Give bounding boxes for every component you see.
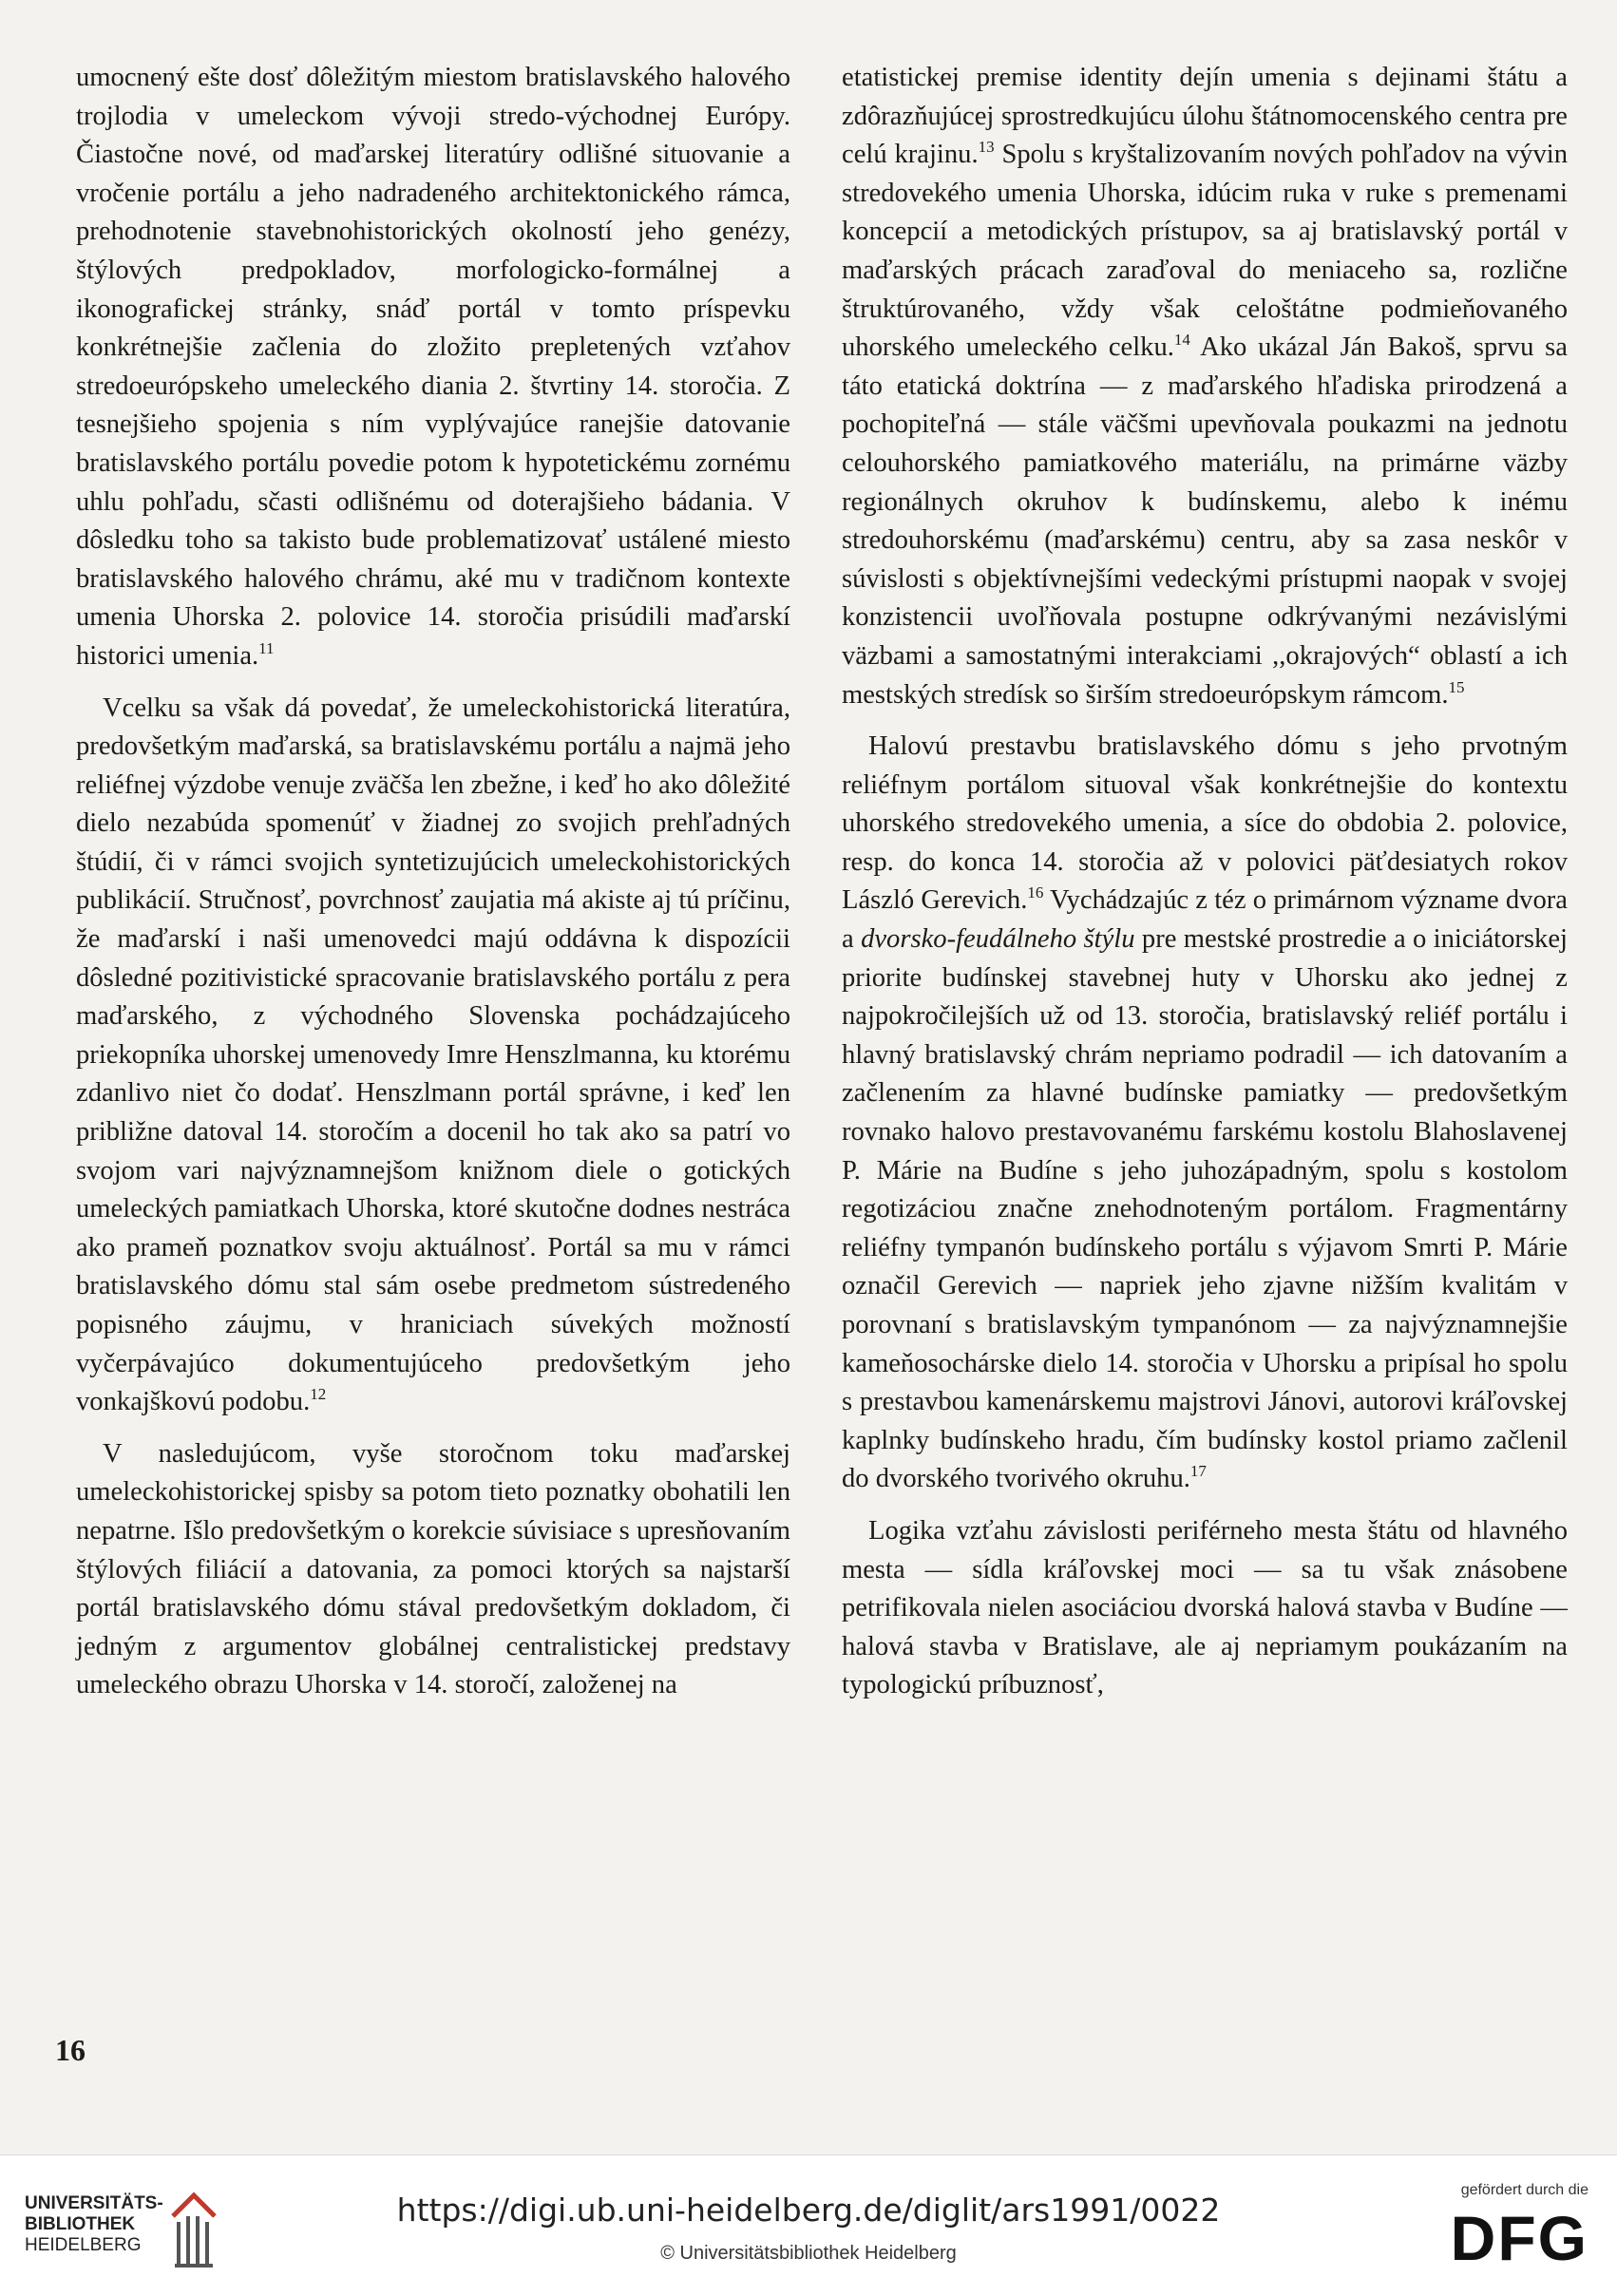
footnote-ref[interactable]: 13 [978, 138, 995, 157]
dfg-logo[interactable]: DFG [1450, 2203, 1588, 2273]
paragraph: V nasledujúcom, vyše storočnom toku maďarskej umeleckohistorickej spisby sa potom tieto poznatky obohatili len nepatrne. Išlo predovšetkým o korekcie súvisiace s upresňovaním štýlových filiácií a datovania, za pomoci ktorých sa najstarší portál bratislavského dómu stával predovšetkým dokladom, či jedným z argumentov globálnej centralistickej predstavy umeleckého obrazu Uhorska v 14. storočí, založenej na [76, 1438, 790, 1700]
footnote-ref[interactable]: 11 [258, 638, 275, 657]
paragraph: Logika vzťahu závislosti periférneho mesta štátu od hlavného mesta — sídla kráľovskej moci — sa tu však znásobene petrifikovala nielen asociáciou dvorská halová stavba v Budíne — halová stavba v Bratislave, ale aj nepriamym poukázaním na typologickú príbuznosť, [842, 1515, 1568, 1700]
dfg-funding [1427, 2182, 1588, 2271]
paragraph: Halovú prestavbu bratislavského dómu s jeho prvotným reliéfnym portálom situoval však konkrétnejšie do kontextu uhorského stredovekého umenia, a síce do obdobia 2. polovice, resp. do konca 14. storočia až v polovici päťdesiatych rokov László Gerevich.$^{16}$ Vychádzajúc z téz o primárnom význame dvora a dvorsko-feudálneho štýlu pre mestské prostredie a o iniciátorskej priorite budínskej stavebnej huty v Uhorsku ako jednej z najpokročilejších už od 13. storočia, bratislavský reliéf portálu i hlavný bratislavský chrám nepriamo podradil — ich datovaním a začlenením za hlavné budínske pamiatky — predovšetkým rovnako halovo prestavovanému farskému kostolu Blahoslavenej P. Márie na Budíne s jeho juhozápadným, spolu s kostolom regotizáciou značne znehodnoteným portálom. Fragmentárny reliéfny tympanón budínskeho portálu s výjavom Smrti P. Márie označil Gerevich — napriek jeho zjavne nižším kvalitám v porovnaní s bratislavským tympanónom — za najvýznamnejšie kameňosochárske dielo 14. storočia v Uhorsku a pripísal ho spolu s prestavbou kamenárskemu majstrovi Jánovi, autorovi kráľovskej kaplnky budínskeho hradu, čím budínsky kostol priamo začlenil do dvorského tvorivého okruhu.$^{17}$ [842, 731, 1568, 1494]
page-number: 16 [55, 2033, 86, 2067]
paragraph: Vcelku sa však dá povedať, že umeleckohistorická literatúra, predovšetkým maďarská, sa bratislavskému portálu a najmä jeho reliéfnej výzdobe venuje zväčša len zbežne, i keď ho ako dôležité dielo nezabúda spomenúť v žiadnej zo svojich prehľadných štúdií, či v rámci svojich syntetizujúcich umeleckohistorických publikácií. Stručnosť, povrchnosť zaujatia má akiste aj tú príčinu, že maďarskí i naši umenovedci majú oddávna k dispozícii dôsledné pozitivistické spracovanie bratislavského portálu z pera maďarského, z východného Slovenska pochádzajúceho priekopníka uhorskej umenovedy Imre Henszlmanna, ku ktorému zdanlivo niet čo dodať. Henszlmann portál správne, i keď len približne datoval 14. storočím a docenil ho tak ako sa patrí vo svojom vari najvýznamnejšom knižnom diele o gotických umeleckých pamiatkach Uhorska, ktoré skutočne dodnes nestráca ako prameň poznatkov svoju aktuálnosť. Portál sa mu v rámci bratislavského dómu stal sám osebe predmetom sústredeného popisného záujmu, v hraniciach súvekých možností vyčerpávajúco dokumentujúceho predovšetkým jeho vonkajškovú podobu.$^{12}$ [76, 693, 790, 1417]
footnote-ref[interactable]: 15 [1448, 677, 1465, 696]
footnote-ref[interactable]: 12 [310, 1385, 327, 1404]
italic-term: dvorsko-feudálneho štýlu [861, 924, 1135, 955]
paragraph: etatistickej premise identity dejín umenia s dejinami štátu a zdôrazňujúcej sprostredkujúcu úlohu štátnomocenského centra pre celú krajinu.$^{13}$ Spolu s kryštalizovaním nových pohľadov na vývin stredovekého umenia Uhorska, idúcim ruka v ruke s premenami koncepcií a metodických prístupov, sa aj bratislavský portál v maďarských prácach zaraďoval do meniaceho sa, rozlične štruktúrovaného, vždy však celoštátne podmieňovaného uhorského umeleckého celku.$^{14}$ Ako ukázal Ján Bakoš, sprvu sa táto etatická doktrína — z maďarského hľadiska prirodzená a pochopiteľná — stále väčšmi upevňovala poukazmi na jednotu celouhorského pamiatkového materiálu, na primárne väzby regionálnych okruhov k budínskemu, alebo k inému stredouhorskému (maďarskému) centru, aby sa zasa neskôr v súvislosti s objektívnejšími vedeckými prístupmi naopak v svojej konzistencii uvoľňovala postupne odkrývanými nezávislými väzbami a samostatnými interakciami ,,okrajových“ oblastí a ich mestských stredísk so širším stredoeurópskym rámcom.$^{15}$ [842, 63, 1568, 710]
footnote-ref[interactable]: 17 [1189, 1462, 1207, 1481]
library-name-line: UNIVERSITÄTS- [25, 2193, 163, 2213]
funding-note: gefördert durch die [1460, 2182, 1588, 2198]
library-name-line: HEIDELBERG [25, 2235, 142, 2255]
footnote-ref[interactable]: 16 [1027, 883, 1044, 902]
footnote-ref[interactable]: 14 [1173, 331, 1190, 350]
library-name-line: BIBLIOTHEK [25, 2214, 136, 2234]
viewer-footer [0, 2154, 1617, 2296]
text-column-left [76, 59, 790, 1705]
text-column-right [842, 59, 1568, 1705]
copyright-notice: © Universitätsbibliothek Heidelberg [660, 2243, 957, 2264]
permalink-url[interactable]: https://digi.ub.uni-heidelberg.de/diglit/ars1991/0022 [396, 2192, 1221, 2229]
paragraph: umocnený ešte dosť dôležitým miestom bratislavského halového trojlodia v umeleckom vývoji stredo-východnej Európy. Čiastočne nové, od maďarskej literatúry odlišné situovanie a vročenie portálu a jeho nadradeného architektonického rámca, prehodnotenie stavebnohistorických okolností jeho genézy, štýlových predpokladov, morfologicko-formálnej a ikonografickej stránky, snáď portál v tomto príspevku konkrétnejšie začlenia do zložito prepletených vzťahov stredoeurópskeho umeleckého diania 2. štvrtiny 14. storočia. Z tesnejšieho spojenia s ním vyplývajúce ranejšie datovanie bratislavského portálu povedie potom k hypotetickému zornému uhlu pohľadu, sčasti odlišnému od doterajšieho bádania. V dôsledku toho sa takisto bude problematizovať ustálené miesto bratislavského halového chrámu, aké mu v tradičnom kontexte umenia Uhorska 2. polovice 14. storočia prisúdili maďarskí historici umenia.$^{11}$ [76, 63, 790, 671]
